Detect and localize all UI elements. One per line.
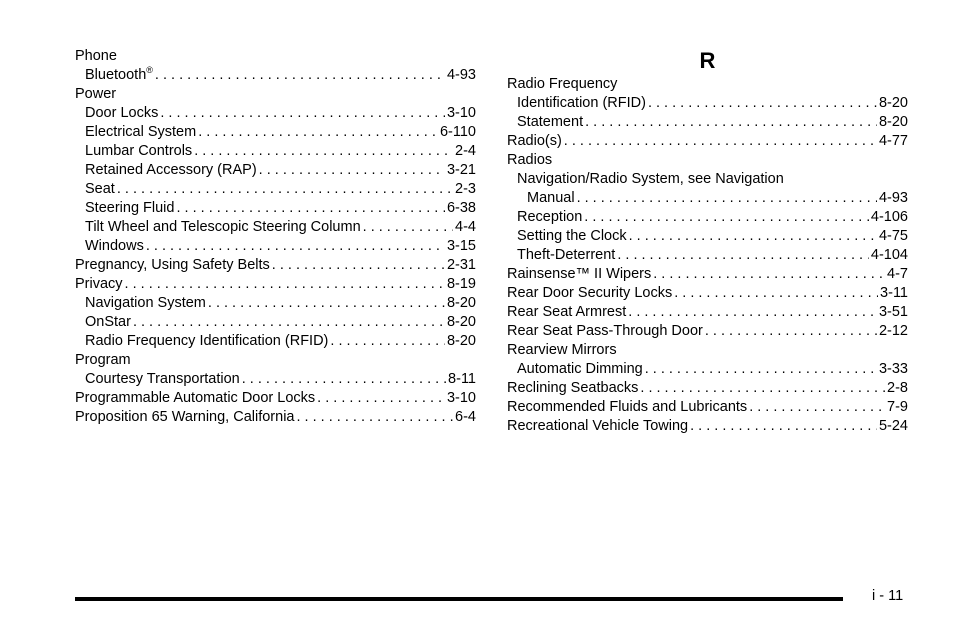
index-entry-term-text: Phone bbox=[75, 48, 117, 64]
index-entry-term bbox=[507, 398, 747, 417]
index-entry bbox=[75, 123, 476, 142]
index-entry bbox=[75, 408, 476, 427]
index-entry-page: 3-33 bbox=[878, 361, 908, 377]
index-entry-term bbox=[85, 199, 174, 218]
index-entry bbox=[507, 303, 908, 322]
index-entry-term-text: Windows bbox=[85, 238, 144, 254]
index-entry bbox=[507, 246, 908, 265]
index-entry-page: 7-9 bbox=[887, 399, 908, 415]
index-entry-page: 3-21 bbox=[446, 162, 476, 178]
index-entry-page: 2-3 bbox=[455, 181, 476, 197]
index-entry-term bbox=[517, 208, 582, 227]
index-entry-page: 2-31 bbox=[446, 257, 476, 273]
index-entry bbox=[75, 294, 476, 313]
dot-leader bbox=[705, 322, 877, 341]
index-entry-term bbox=[85, 370, 240, 389]
dot-leader bbox=[330, 332, 445, 351]
index-entry-term bbox=[517, 94, 646, 113]
dot-leader bbox=[317, 389, 445, 408]
index-entry-term-text: Pregnancy, Using Safety Belts bbox=[75, 257, 270, 273]
dot-leader bbox=[155, 66, 445, 85]
index-entry-term bbox=[517, 246, 615, 265]
index-entry-page: 3-51 bbox=[878, 304, 908, 320]
index-entry-term-text: Privacy bbox=[75, 276, 123, 292]
index-entry bbox=[75, 237, 476, 256]
index-entry bbox=[507, 75, 908, 94]
index-entry bbox=[75, 85, 476, 104]
index-entry-page: 6-110 bbox=[439, 124, 476, 140]
index-entry bbox=[507, 189, 908, 208]
dot-leader bbox=[146, 237, 445, 256]
index-entry-page: 4-104 bbox=[870, 247, 908, 263]
dot-leader bbox=[160, 104, 445, 123]
index-entry bbox=[507, 94, 908, 113]
index-entry-page: 8-20 bbox=[878, 114, 908, 130]
index-entry-term bbox=[507, 379, 638, 398]
index-entry-term-text: Reception bbox=[517, 209, 583, 225]
index-entry bbox=[75, 332, 476, 351]
index-entry-term bbox=[527, 189, 575, 208]
footer-rule bbox=[75, 597, 843, 601]
index-entry-page: 8-20 bbox=[446, 295, 476, 311]
index-entry bbox=[75, 275, 476, 294]
registered-mark: ® bbox=[146, 65, 153, 76]
index-entry-term-text: Automatic Dimming bbox=[517, 361, 643, 377]
dot-leader bbox=[272, 256, 445, 275]
index-entry bbox=[507, 322, 908, 341]
index-entry-term-text: Rear Seat Armrest bbox=[507, 304, 627, 320]
index-entries-right bbox=[507, 75, 908, 436]
index-entry bbox=[75, 66, 476, 85]
index-entry-term bbox=[507, 265, 651, 284]
index-entry bbox=[507, 341, 908, 360]
index-entry-term bbox=[75, 389, 315, 408]
dot-leader bbox=[640, 379, 885, 398]
index-entry-term-text: Seat bbox=[85, 181, 115, 197]
index-entry-term-text: Rear Seat Pass-Through Door bbox=[507, 323, 703, 339]
index-entry bbox=[507, 170, 908, 189]
index-entry bbox=[507, 227, 908, 246]
index-entry-term bbox=[507, 75, 617, 94]
dot-leader bbox=[208, 294, 445, 313]
index-entry-term bbox=[507, 303, 626, 322]
index-entry-term bbox=[85, 104, 158, 123]
index-entry-term bbox=[507, 284, 672, 303]
index-entry-term bbox=[85, 313, 131, 332]
index-entry-term-text: Rear Door Security Locks bbox=[507, 285, 673, 301]
index-entry-page: 8-19 bbox=[446, 276, 476, 292]
page-number: i - 11 bbox=[872, 588, 904, 604]
index-entry-page: 5-24 bbox=[878, 418, 908, 434]
index-entry-page: 3-10 bbox=[446, 390, 476, 406]
index-entry bbox=[75, 180, 476, 199]
index-entry-term-text: Tilt Wheel and Telescopic Steering Column bbox=[85, 219, 361, 235]
index-entry bbox=[75, 142, 476, 161]
index-entry-page: 2-8 bbox=[887, 380, 908, 396]
index-entry-term bbox=[517, 227, 627, 246]
dot-leader bbox=[363, 218, 453, 237]
dot-leader bbox=[176, 199, 445, 218]
index-entry-term bbox=[85, 218, 361, 237]
dot-leader bbox=[749, 398, 885, 417]
index-entry bbox=[507, 379, 908, 398]
index-entry-page: 8-11 bbox=[448, 371, 476, 387]
index-entry-term bbox=[507, 151, 552, 170]
index-entry-page: 4-106 bbox=[870, 209, 908, 225]
index-entry-term-text: Reclining Seatbacks bbox=[507, 380, 639, 396]
dot-leader bbox=[648, 94, 877, 113]
index-entry bbox=[75, 256, 476, 275]
dot-leader bbox=[259, 161, 445, 180]
index-entry-term bbox=[507, 341, 617, 360]
dot-leader bbox=[690, 417, 877, 436]
index-entry-page: 4-4 bbox=[455, 219, 476, 235]
index-entry bbox=[75, 313, 476, 332]
index-entry-term-text: Radios bbox=[507, 152, 553, 168]
index-entry-term-text: Radio Frequency bbox=[507, 76, 618, 92]
index-entry-term bbox=[75, 408, 295, 427]
index-entry-page: 8-20 bbox=[446, 314, 476, 330]
section-letter-heading: R bbox=[699, 48, 716, 73]
index-entry-page: 4-75 bbox=[878, 228, 908, 244]
index-entry-term bbox=[75, 256, 270, 275]
index-entry bbox=[507, 417, 908, 436]
index-entry-term bbox=[517, 170, 784, 189]
index-entry-term bbox=[507, 417, 688, 436]
dot-leader bbox=[584, 208, 869, 227]
index-entry-term bbox=[85, 66, 153, 85]
index-entry bbox=[507, 360, 908, 379]
dot-leader bbox=[194, 142, 453, 161]
dot-leader bbox=[125, 275, 445, 294]
index-entry-term-text: Radio Frequency Identification (RFID) bbox=[85, 333, 329, 349]
index-entry-page: 6-4 bbox=[455, 409, 476, 425]
index-column-left bbox=[75, 47, 476, 427]
index-entry-term bbox=[85, 294, 206, 313]
index-entry bbox=[75, 104, 476, 123]
index-entry-term bbox=[517, 113, 583, 132]
index-entry-term-text: Door Locks bbox=[85, 105, 159, 121]
dot-leader bbox=[133, 313, 445, 332]
index-entry-term-text: OnStar bbox=[85, 314, 131, 330]
index-entry bbox=[507, 208, 908, 227]
dot-leader bbox=[617, 246, 869, 265]
index-entry-term-text: Recreational Vehicle Towing bbox=[507, 418, 689, 434]
index-entry-page: 6-38 bbox=[446, 200, 476, 216]
index-entry-term-text: Theft-Deterrent bbox=[517, 247, 616, 263]
index-entry-page: 3-15 bbox=[446, 238, 476, 254]
index-entry-term bbox=[85, 237, 144, 256]
index-entry-term bbox=[85, 123, 196, 142]
index-entry-page: 2-4 bbox=[455, 143, 476, 159]
dot-leader bbox=[628, 303, 877, 322]
index-entry-term bbox=[75, 351, 131, 370]
dot-leader bbox=[198, 123, 438, 142]
index-entry-term-text: Electrical System bbox=[85, 124, 197, 140]
index-entry bbox=[507, 113, 908, 132]
index-entry-term-text: Rainsense™ II Wipers bbox=[507, 266, 652, 282]
dot-leader bbox=[585, 113, 877, 132]
dot-leader bbox=[242, 370, 446, 389]
index-entry-term-text: Proposition 65 Warning, California bbox=[75, 409, 295, 425]
dot-leader bbox=[297, 408, 454, 427]
index-entry-term bbox=[75, 85, 116, 104]
index-entry-term bbox=[75, 275, 123, 294]
index-entry-term-text: Rearview Mirrors bbox=[507, 342, 617, 358]
dot-leader bbox=[674, 284, 878, 303]
index-entry-term-text: Identification (RFID) bbox=[517, 95, 646, 111]
index-column-right bbox=[507, 47, 908, 436]
index-entry-term-text: Manual bbox=[527, 190, 575, 206]
index-entry-term bbox=[75, 47, 117, 66]
index-entry bbox=[75, 389, 476, 408]
index-entry-term-text: Radio(s) bbox=[507, 133, 562, 149]
index-entry-page: 4-7 bbox=[887, 266, 908, 282]
index-entry-term-text: Setting the Clock bbox=[517, 228, 627, 244]
index-entry-term bbox=[517, 360, 643, 379]
dot-leader bbox=[653, 265, 885, 284]
index-entry bbox=[507, 151, 908, 170]
index-entry-page: 4-77 bbox=[878, 133, 908, 149]
index-entry-term-text: Recommended Fluids and Lubricants bbox=[507, 399, 748, 415]
index-entry-term-text: Statement bbox=[517, 114, 584, 130]
index-entry bbox=[75, 351, 476, 370]
index-entry bbox=[507, 132, 908, 151]
index-entry-page: 3-10 bbox=[446, 105, 476, 121]
dot-leader bbox=[577, 189, 877, 208]
index-entry-page: 4-93 bbox=[878, 190, 908, 206]
index-entry-term-text: Bluetooth bbox=[85, 67, 147, 83]
index-entry-term-text: Navigation/Radio System, see Navigation bbox=[517, 171, 784, 187]
index-entry-term-text: Navigation System bbox=[85, 295, 206, 311]
index-entry-page: 4-93 bbox=[446, 67, 476, 83]
index-entry-term bbox=[507, 132, 562, 151]
index-entry-term-text: Lumbar Controls bbox=[85, 143, 193, 159]
index-entry bbox=[507, 284, 908, 303]
index-entry bbox=[75, 218, 476, 237]
index-entry-term bbox=[85, 180, 115, 199]
index-entry-term bbox=[85, 332, 328, 351]
index-entry-term-text: Courtesy Transportation bbox=[85, 371, 240, 387]
index-entry bbox=[75, 47, 476, 66]
index-entry bbox=[507, 265, 908, 284]
index-entry-term-text: Steering Fluid bbox=[85, 200, 175, 216]
index-entry bbox=[75, 199, 476, 218]
index-entry-term-text: Power bbox=[75, 86, 117, 102]
index-entry-page: 8-20 bbox=[878, 95, 908, 111]
index-entry-page: 3-11 bbox=[880, 285, 908, 301]
index-entry-term bbox=[85, 161, 257, 180]
index-entry bbox=[75, 161, 476, 180]
index-entry-term bbox=[507, 322, 703, 341]
index-entry-term-text: Programmable Automatic Door Locks bbox=[75, 390, 316, 406]
index-entry-page: 8-20 bbox=[446, 333, 476, 349]
index-entry bbox=[75, 370, 476, 389]
dot-leader bbox=[629, 227, 877, 246]
index-entry-term-text: Program bbox=[75, 352, 131, 368]
dot-leader bbox=[564, 132, 877, 151]
dot-leader bbox=[645, 360, 877, 379]
dot-leader bbox=[117, 180, 453, 199]
index-entry-page: 2-12 bbox=[878, 323, 908, 339]
index-entry-term-text: Retained Accessory (RAP) bbox=[85, 162, 257, 178]
index-entry bbox=[507, 398, 908, 417]
index-entry-term bbox=[85, 142, 192, 161]
